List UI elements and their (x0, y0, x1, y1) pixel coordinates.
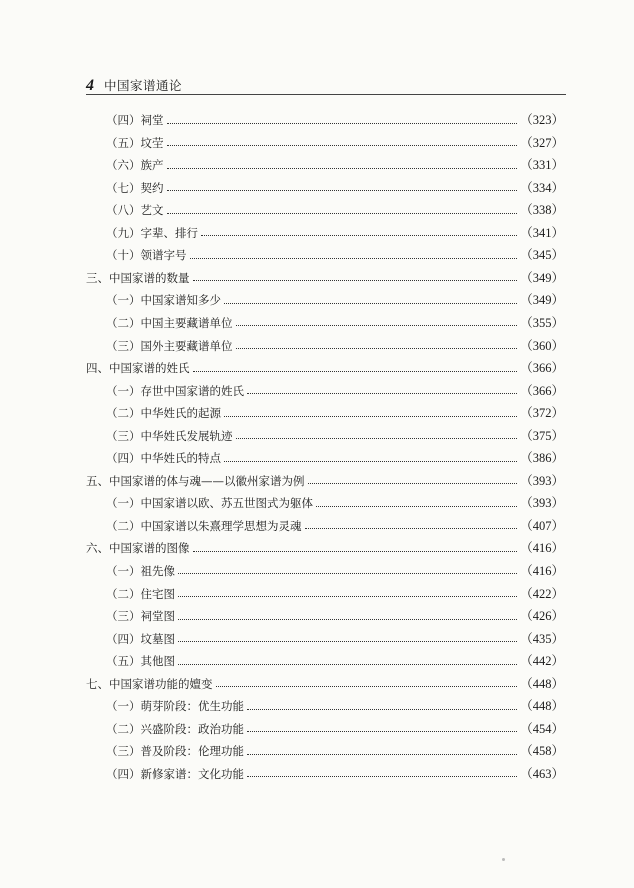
toc-entry-label: （八）艺文 (106, 203, 164, 218)
toc-entry-page: （334） (520, 180, 564, 195)
toc-entry-label: 五、中国家谱的体与魂——以徽州家谱为例 (86, 473, 305, 488)
dot-leader (308, 483, 518, 484)
dot-leader (178, 664, 517, 665)
toc-subsection-entry[interactable] (86, 307, 564, 330)
toc-entry-page: （435） (520, 631, 564, 646)
dot-leader (167, 168, 518, 169)
toc-entry-page: （345） (520, 248, 564, 263)
toc-entry-label: （一）萌芽阶段：优生功能 (106, 699, 244, 714)
toc-subsection-entry[interactable] (86, 172, 564, 195)
toc-entry-page: （454） (520, 721, 564, 736)
toc-entry-page: （416） (520, 563, 564, 578)
toc-entry-label: （三）祠堂图 (106, 609, 175, 624)
toc-entry-page: （366） (520, 361, 564, 376)
toc-entry-page: （458） (520, 744, 564, 759)
dot-leader (247, 776, 517, 777)
toc-entry-label: 七、中国家谱功能的嬗变 (86, 676, 213, 691)
toc-entry-page: （426） (520, 609, 564, 624)
toc-section-entry[interactable] (86, 532, 564, 555)
toc-entry-page: （448） (520, 676, 564, 691)
toc-entry-page: （355） (520, 315, 564, 330)
dot-leader (178, 619, 517, 620)
toc-entry-label: （五）其他图 (106, 654, 175, 669)
toc-subsection-entry[interactable] (86, 487, 564, 510)
toc-entry-label: （三）中华姓氏发展轨迹 (106, 428, 233, 443)
dot-leader (193, 371, 518, 372)
dot-leader (193, 280, 518, 281)
toc-entry-label: （九）字辈、排行 (106, 225, 198, 240)
dot-leader (247, 709, 517, 710)
toc-subsection-entry[interactable] (86, 645, 564, 668)
toc-subsection-entry[interactable] (86, 375, 564, 398)
dot-leader (316, 506, 517, 507)
toc-subsection-entry[interactable] (86, 510, 564, 533)
book-title: 中国家谱通论 (104, 78, 183, 93)
toc-entry-page: （393） (520, 496, 564, 511)
toc-section-entry[interactable] (86, 465, 564, 488)
toc-subsection-entry[interactable] (86, 239, 564, 262)
dot-leader (247, 754, 517, 755)
toc-entry-label: （六）族产 (106, 158, 164, 173)
toc-entry-page: （338） (520, 203, 564, 218)
toc-entry-label: 三、中国家谱的数量 (86, 270, 190, 285)
page-number: 4 (86, 77, 94, 94)
toc-subsection-entry[interactable] (86, 194, 564, 217)
toc-entry-label: （四）新修家谱：文化功能 (106, 766, 244, 781)
toc-entry-page: （407） (520, 518, 564, 533)
dot-leader (201, 235, 517, 236)
header-rule (86, 94, 566, 95)
toc-entry-label: （三）国外主要藏谱单位 (106, 338, 233, 353)
toc-entry-label: （四）祠堂 (106, 113, 164, 128)
toc-entry-page: （360） (520, 338, 564, 353)
toc-entry-label: （二）兴盛阶段：政治功能 (106, 721, 244, 736)
toc-subsection-entry[interactable] (86, 442, 564, 465)
dot-leader (236, 348, 518, 349)
toc-entry-page: （323） (520, 113, 564, 128)
toc-entry-label: （二）住宅图 (106, 586, 175, 601)
toc-subsection-entry[interactable] (86, 329, 564, 352)
toc-subsection-entry[interactable] (86, 690, 564, 713)
toc-entry-page: （349） (520, 293, 564, 308)
dot-leader (178, 573, 517, 574)
dot-leader (224, 461, 517, 462)
toc-entry-page: （331） (520, 158, 564, 173)
toc-entry-page: （366） (520, 383, 564, 398)
toc-entry-label: （七）契约 (106, 180, 164, 195)
toc-entry-page: （341） (520, 225, 564, 240)
dot-leader (167, 145, 518, 146)
toc-entry-label: （三）普及阶段：伦理功能 (106, 744, 244, 759)
toc-entry-page: （416） (520, 541, 564, 556)
toc-subsection-entry[interactable] (86, 149, 564, 172)
toc-subsection-entry[interactable] (86, 623, 564, 646)
toc-entry-page: （372） (520, 406, 564, 421)
toc-entry-label: （二）中国家谱以朱熹理学思想为灵魂 (106, 518, 302, 533)
toc-subsection-entry[interactable] (86, 555, 564, 578)
toc-subsection-entry[interactable] (86, 735, 564, 758)
toc-entry-page: （386） (520, 451, 564, 466)
dot-leader (167, 213, 518, 214)
dot-leader (236, 438, 518, 439)
toc-entry-page: （442） (520, 654, 564, 669)
toc-entry-page: （375） (520, 428, 564, 443)
toc-subsection-entry[interactable] (86, 397, 564, 420)
dot-leader (178, 596, 517, 597)
dot-leader (190, 258, 518, 259)
toc-section-entry[interactable] (86, 352, 564, 375)
dot-leader (305, 528, 518, 529)
dot-leader (247, 731, 517, 732)
toc-entry-page: （327） (520, 135, 564, 150)
toc-subsection-entry[interactable] (86, 713, 564, 736)
toc-subsection-entry[interactable] (86, 104, 564, 127)
dot-leader (167, 190, 518, 191)
toc-subsection-entry[interactable] (86, 284, 564, 307)
toc-subsection-entry[interactable] (86, 217, 564, 240)
toc-entry-label: （一）存世中国家谱的姓氏 (106, 383, 244, 398)
dot-leader (247, 393, 517, 394)
toc-entry-page: （349） (520, 270, 564, 285)
toc-subsection-entry[interactable] (86, 758, 564, 781)
toc-subsection-entry[interactable] (86, 577, 564, 600)
dot-leader (216, 686, 518, 687)
dot-leader (224, 416, 517, 417)
toc-entry-page: （448） (520, 699, 564, 714)
toc-section-entry[interactable] (86, 262, 564, 285)
running-header (86, 76, 182, 95)
toc-entry-label: （二）中华姓氏的起源 (106, 406, 221, 421)
scan-speck (502, 858, 505, 861)
toc-entry-label: （一）祖先像 (106, 563, 175, 578)
dot-leader (193, 551, 518, 552)
toc-entry-label: （五）坟茔 (106, 135, 164, 150)
toc-subsection-entry[interactable] (86, 600, 564, 623)
toc-section-entry[interactable] (86, 668, 564, 691)
dot-leader (236, 325, 518, 326)
toc-entry-label: （一）中国家谱知多少 (106, 293, 221, 308)
toc-entry-label: （十）领谱字号 (106, 248, 187, 263)
toc-subsection-entry[interactable] (86, 127, 564, 150)
toc-entry-page: （422） (520, 586, 564, 601)
toc-entry-label: （四）中华姓氏的特点 (106, 451, 221, 466)
toc-entry-label: 六、中国家谱的图像 (86, 541, 190, 556)
toc-entry-page: （463） (520, 766, 564, 781)
toc-entry-label: （二）中国主要藏谱单位 (106, 315, 233, 330)
toc-entry-page: （393） (520, 473, 564, 488)
toc-entry-label: （一）中国家谱以欧、苏五世图式为躯体 (106, 496, 313, 511)
dot-leader (167, 123, 518, 124)
toc-subsection-entry[interactable] (86, 420, 564, 443)
toc-entry-label: （四）坟墓图 (106, 631, 175, 646)
dot-leader (178, 641, 517, 642)
table-of-contents (86, 104, 564, 780)
dot-leader (224, 303, 517, 304)
toc-entry-label: 四、中国家谱的姓氏 (86, 361, 190, 376)
